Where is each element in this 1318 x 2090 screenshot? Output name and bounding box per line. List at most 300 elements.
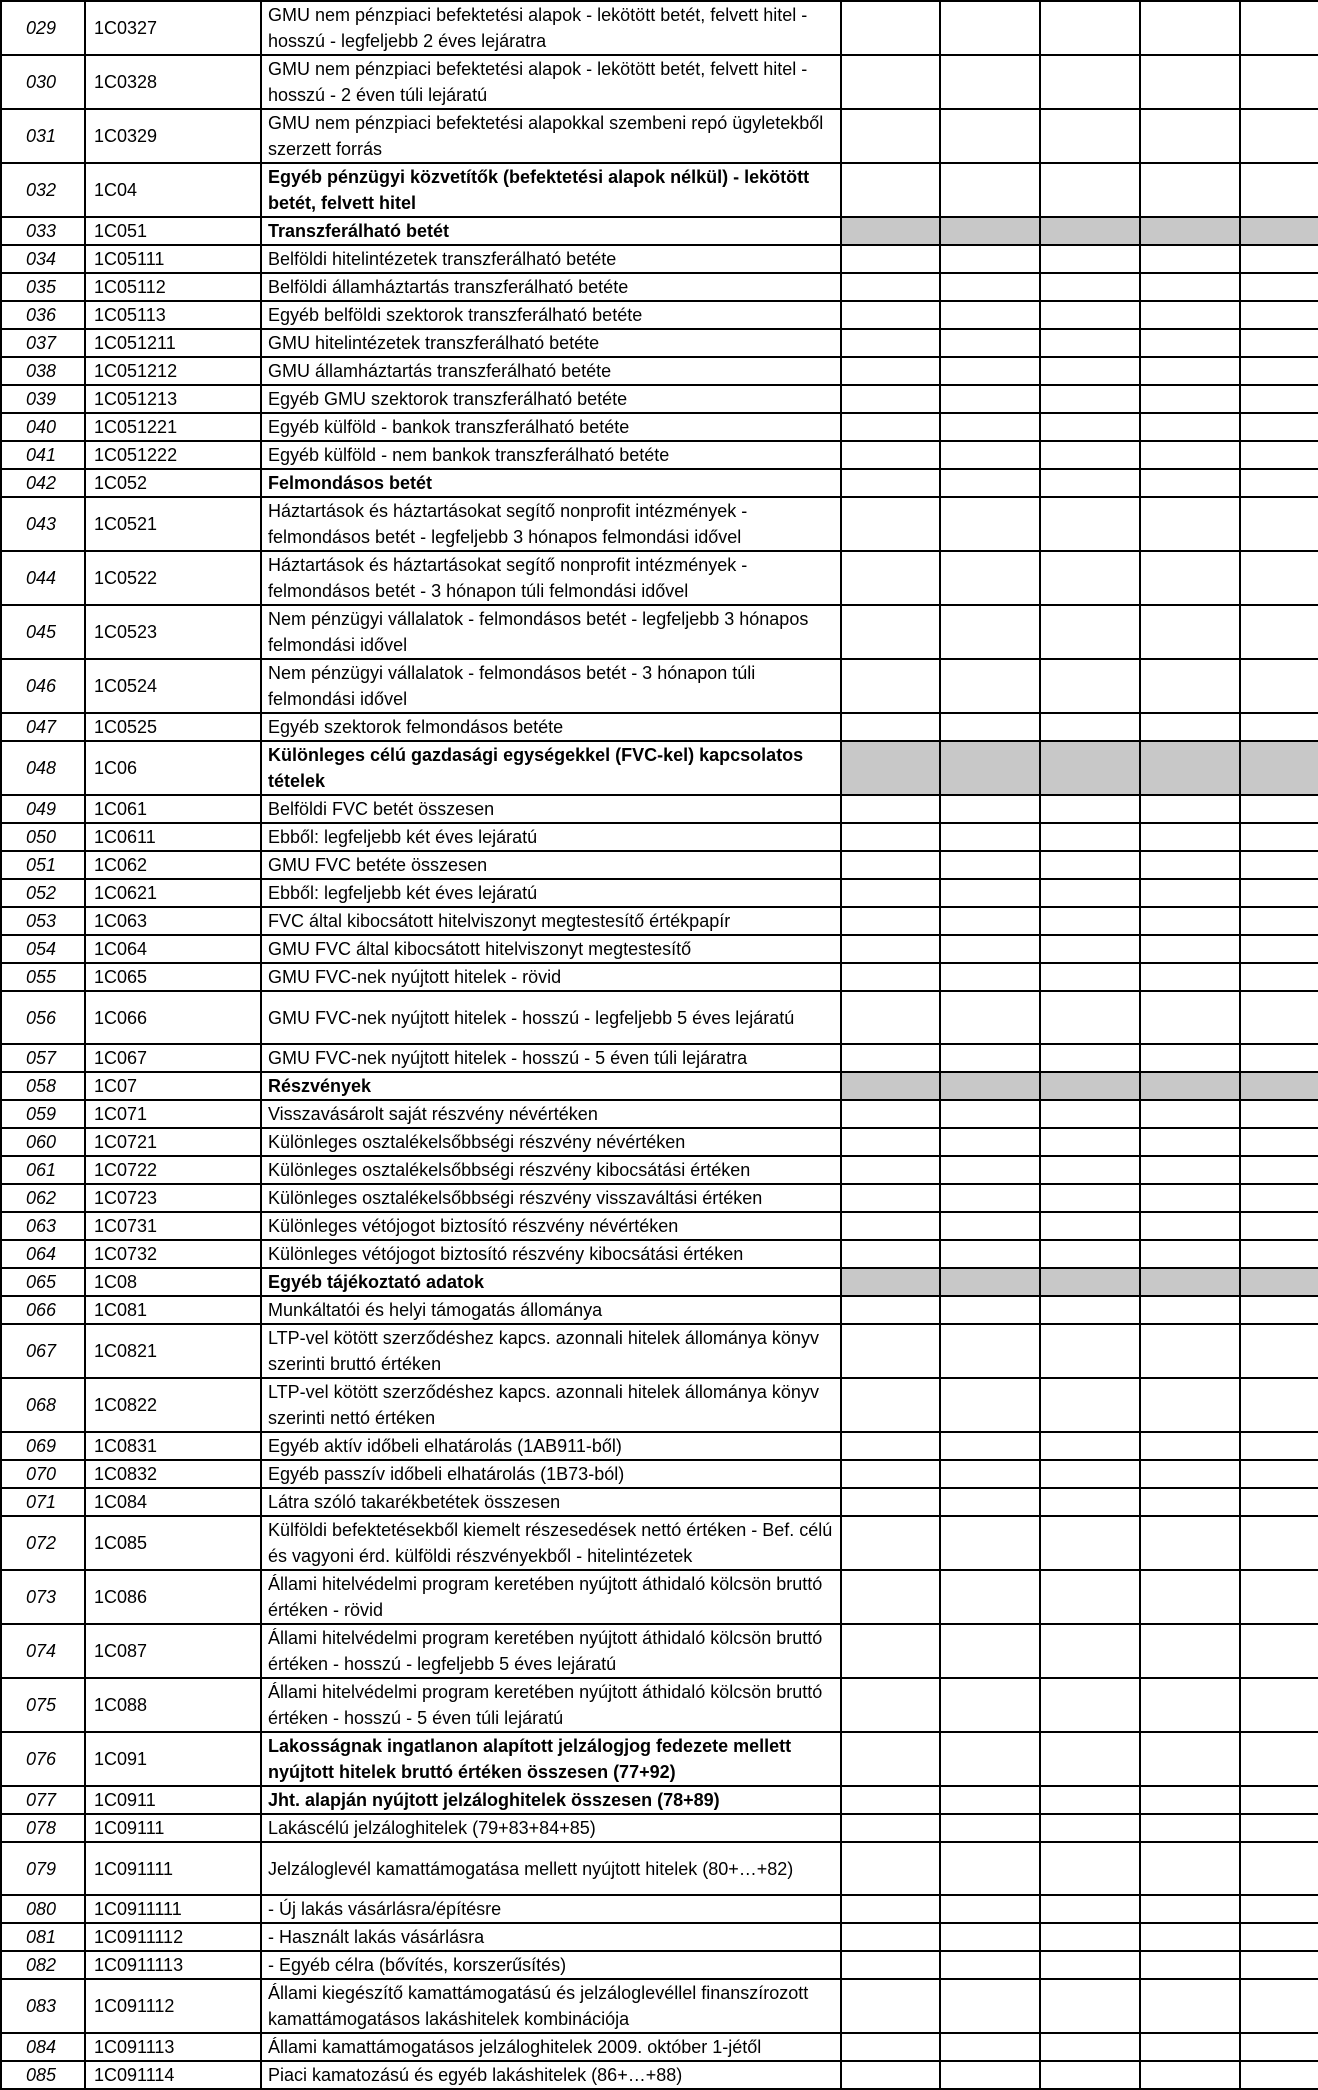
row-number: 032: [1, 163, 85, 217]
value-cell: [841, 713, 940, 741]
value-cell: [1040, 659, 1140, 713]
value-cell: [1040, 329, 1140, 357]
value-cell: [940, 713, 1040, 741]
table-row: [1, 2033, 1318, 2061]
row-code: 1C09111: [85, 1814, 261, 1842]
table-row: [1, 301, 1318, 329]
value-cell: [1140, 1240, 1240, 1268]
row-code: 1C084: [85, 1488, 261, 1516]
row-description: Egyéb külföld - bankok transzferálható betéte: [261, 413, 841, 441]
row-number: 053: [1, 907, 85, 935]
value-cell: [841, 659, 940, 713]
row-number: 058: [1, 1072, 85, 1100]
value-cell: [841, 1951, 940, 1979]
row-description: GMU FVC-nek nyújtott hitelek - hosszú - 5 éven túli lejáratra: [261, 1044, 841, 1072]
row-description: Nem pénzügyi vállalatok - felmondásos betét - legfeljebb 3 hónapos felmondási idővel: [261, 605, 841, 659]
value-cell: [1140, 1432, 1240, 1460]
value-cell: [1040, 1324, 1140, 1378]
value-cell: [1140, 1842, 1240, 1895]
value-cell: [1240, 1044, 1318, 1072]
value-cell: [1240, 273, 1318, 301]
row-code: 1C05113: [85, 301, 261, 329]
value-cell: [1140, 1296, 1240, 1324]
value-cell: [1140, 879, 1240, 907]
value-cell: [1240, 795, 1318, 823]
value-cell: [841, 991, 940, 1044]
value-cell: [1140, 1786, 1240, 1814]
value-cell: [1240, 55, 1318, 109]
row-number: 065: [1, 1268, 85, 1296]
value-cell: [841, 1460, 940, 1488]
row-description: Állami hitelvédelmi program keretében nyújtott áthidaló kölcsön bruttó értéken - hosszú - legfeljebb 5 éves lejáratú: [261, 1624, 841, 1678]
row-description: Munkáltatói és helyi támogatás állománya: [261, 1296, 841, 1324]
table-row: [1, 273, 1318, 301]
table-row: [1, 497, 1318, 551]
value-cell: [1040, 1951, 1140, 1979]
value-cell: [1240, 413, 1318, 441]
row-number: 080: [1, 1895, 85, 1923]
value-cell: [940, 605, 1040, 659]
value-cell: [1240, 1268, 1318, 1296]
value-cell: [841, 1923, 940, 1951]
value-cell: [841, 935, 940, 963]
row-description: Ebből: legfeljebb két éves lejáratú: [261, 823, 841, 851]
value-cell: [1240, 1432, 1318, 1460]
row-description: Egyéb belföldi szektorok transzferálható betéte: [261, 301, 841, 329]
value-cell: [1240, 1979, 1318, 2033]
row-number: 039: [1, 385, 85, 413]
value-cell: [1140, 1184, 1240, 1212]
value-cell: [940, 1044, 1040, 1072]
table-row: [1, 851, 1318, 879]
value-cell: [1140, 497, 1240, 551]
value-cell: [1240, 659, 1318, 713]
value-cell: [1140, 1460, 1240, 1488]
row-code: 1C0611: [85, 823, 261, 851]
value-cell: [940, 1678, 1040, 1732]
value-cell: [1140, 1378, 1240, 1432]
value-cell: [841, 879, 940, 907]
row-description: Visszavásárolt saját részvény névértéken: [261, 1100, 841, 1128]
value-cell: [1140, 1, 1240, 55]
value-cell: [940, 109, 1040, 163]
row-code: 1C051213: [85, 385, 261, 413]
value-cell: [1140, 741, 1240, 795]
row-number: 075: [1, 1678, 85, 1732]
value-cell: [1040, 441, 1140, 469]
value-cell: [1140, 1624, 1240, 1678]
row-code: 1C081: [85, 1296, 261, 1324]
value-cell: [841, 605, 940, 659]
value-cell: [1040, 357, 1140, 385]
value-cell: [1240, 1923, 1318, 1951]
row-code: 1C0723: [85, 1184, 261, 1212]
value-cell: [940, 1156, 1040, 1184]
row-number: 029: [1, 1, 85, 55]
value-cell: [1240, 357, 1318, 385]
row-number: 084: [1, 2033, 85, 2061]
row-number: 034: [1, 245, 85, 273]
table-row: [1, 1100, 1318, 1128]
value-cell: [841, 1324, 940, 1378]
value-cell: [841, 851, 940, 879]
value-cell: [1240, 469, 1318, 497]
value-cell: [940, 357, 1040, 385]
row-description: FVC által kibocsátott hitelviszonyt megtestesítő értékpapír: [261, 907, 841, 935]
value-cell: [841, 1268, 940, 1296]
row-code: 1C088: [85, 1678, 261, 1732]
value-cell: [940, 413, 1040, 441]
value-cell: [1140, 357, 1240, 385]
row-description: GMU nem pénzpiaci befektetési alapok - lekötött betét, felvett hitel - hosszú - 2 éven túli lejáratú: [261, 55, 841, 109]
value-cell: [1040, 2033, 1140, 2061]
value-cell: [1140, 2061, 1240, 2089]
row-number: 051: [1, 851, 85, 879]
value-cell: [841, 1895, 940, 1923]
value-cell: [841, 1212, 940, 1240]
value-cell: [841, 1072, 940, 1100]
row-code: 1C0522: [85, 551, 261, 605]
value-cell: [1240, 245, 1318, 273]
row-description: Belföldi FVC betét összesen: [261, 795, 841, 823]
row-description: Egyéb GMU szektorok transzferálható betéte: [261, 385, 841, 413]
value-cell: [1140, 823, 1240, 851]
value-cell: [841, 551, 940, 605]
value-cell: [1140, 1268, 1240, 1296]
row-description: GMU államháztartás transzferálható betéte: [261, 357, 841, 385]
row-number: 036: [1, 301, 85, 329]
value-cell: [1240, 879, 1318, 907]
value-cell: [1040, 55, 1140, 109]
table-row: [1, 1488, 1318, 1516]
table-row: [1, 741, 1318, 795]
row-number: 050: [1, 823, 85, 851]
row-number: 037: [1, 329, 85, 357]
table-row: [1, 1296, 1318, 1324]
row-number: 083: [1, 1979, 85, 2033]
table-row: [1, 659, 1318, 713]
value-cell: [841, 963, 940, 991]
value-cell: [940, 1, 1040, 55]
row-description: Jht. alapján nyújtott jelzáloghitelek összesen (78+89): [261, 1786, 841, 1814]
table-row: [1, 1240, 1318, 1268]
row-code: 1C0722: [85, 1156, 261, 1184]
row-description: GMU hitelintézetek transzferálható betéte: [261, 329, 841, 357]
value-cell: [1240, 991, 1318, 1044]
value-cell: [841, 1570, 940, 1624]
row-description: Különleges vétójogot biztosító részvény kibocsátási értéken: [261, 1240, 841, 1268]
row-number: 077: [1, 1786, 85, 1814]
value-cell: [1240, 385, 1318, 413]
value-cell: [841, 1979, 940, 2033]
value-cell: [1040, 1516, 1140, 1570]
row-description: Belföldi hitelintézetek transzferálható betéte: [261, 245, 841, 273]
value-cell: [940, 1128, 1040, 1156]
value-cell: [1140, 963, 1240, 991]
value-cell: [940, 1460, 1040, 1488]
row-code: 1C087: [85, 1624, 261, 1678]
row-code: 1C0525: [85, 713, 261, 741]
row-description: - Új lakás vásárlásra/építésre: [261, 1895, 841, 1923]
value-cell: [1140, 55, 1240, 109]
row-code: 1C064: [85, 935, 261, 963]
row-number: 044: [1, 551, 85, 605]
value-cell: [841, 217, 940, 245]
value-cell: [1240, 301, 1318, 329]
table-row: [1, 1460, 1318, 1488]
row-number: 081: [1, 1923, 85, 1951]
value-cell: [1140, 413, 1240, 441]
value-cell: [940, 1570, 1040, 1624]
value-cell: [1040, 2061, 1140, 2089]
table-row: [1, 163, 1318, 217]
row-code: 1C0329: [85, 109, 261, 163]
value-cell: [1040, 1814, 1140, 1842]
value-cell: [841, 1678, 940, 1732]
value-cell: [940, 1488, 1040, 1516]
value-cell: [1040, 1296, 1140, 1324]
value-cell: [940, 659, 1040, 713]
value-cell: [940, 385, 1040, 413]
value-cell: [1040, 413, 1140, 441]
row-code: 1C0524: [85, 659, 261, 713]
value-cell: [940, 163, 1040, 217]
row-number: 046: [1, 659, 85, 713]
row-number: 048: [1, 741, 85, 795]
value-cell: [1040, 1895, 1140, 1923]
value-cell: [1040, 1, 1140, 55]
row-description: - Egyéb célra (bővítés, korszerűsítés): [261, 1951, 841, 1979]
value-cell: [1140, 1072, 1240, 1100]
value-cell: [1040, 823, 1140, 851]
row-number: 052: [1, 879, 85, 907]
row-number: 078: [1, 1814, 85, 1842]
value-cell: [1140, 1516, 1240, 1570]
value-cell: [940, 551, 1040, 605]
row-code: 1C067: [85, 1044, 261, 1072]
value-cell: [1040, 935, 1140, 963]
value-cell: [1040, 1156, 1140, 1184]
value-cell: [841, 795, 940, 823]
row-code: 1C091113: [85, 2033, 261, 2061]
value-cell: [1140, 1732, 1240, 1786]
row-code: 1C04: [85, 163, 261, 217]
row-code: 1C0832: [85, 1460, 261, 1488]
value-cell: [940, 497, 1040, 551]
table-row: [1, 1895, 1318, 1923]
value-cell: [1140, 1951, 1240, 1979]
row-description: Jelzáloglevél kamattámogatása mellett nyújtott hitelek (80+…+82): [261, 1842, 841, 1895]
value-cell: [1140, 935, 1240, 963]
row-code: 1C0521: [85, 497, 261, 551]
row-description: Állami hitelvédelmi program keretében nyújtott áthidaló kölcsön bruttó értéken - hosszú - 5 éven túli lejáratú: [261, 1678, 841, 1732]
table-row: [1, 1128, 1318, 1156]
value-cell: [841, 441, 940, 469]
report-table-body: [1, 1, 1318, 2089]
value-cell: [1140, 851, 1240, 879]
value-cell: [1040, 991, 1140, 1044]
table-row: [1, 469, 1318, 497]
row-description: Különleges osztalékelsőbbségi részvény visszaváltási értéken: [261, 1184, 841, 1212]
value-cell: [841, 469, 940, 497]
table-row: [1, 1678, 1318, 1732]
value-cell: [1040, 1240, 1140, 1268]
value-cell: [841, 2033, 940, 2061]
value-cell: [940, 55, 1040, 109]
value-cell: [940, 851, 1040, 879]
value-cell: [841, 329, 940, 357]
table-row: [1, 329, 1318, 357]
table-row: [1, 109, 1318, 163]
value-cell: [1240, 1156, 1318, 1184]
row-number: 068: [1, 1378, 85, 1432]
value-cell: [940, 1100, 1040, 1128]
row-description: Egyéb szektorok felmondásos betéte: [261, 713, 841, 741]
value-cell: [1040, 1378, 1140, 1432]
value-cell: [1240, 217, 1318, 245]
row-description: Különleges osztalékelsőbbségi részvény névértéken: [261, 1128, 841, 1156]
row-description: Lakosságnak ingatlanon alapított jelzálogjog fedezete mellett nyújtott hitelek bruttó értéken összesen (77+92): [261, 1732, 841, 1786]
value-cell: [940, 469, 1040, 497]
value-cell: [841, 1814, 940, 1842]
value-cell: [940, 301, 1040, 329]
value-cell: [1040, 907, 1140, 935]
value-cell: [841, 2061, 940, 2089]
row-description: Különleges célú gazdasági egységekkel (FVC-kel) kapcsolatos tételek: [261, 741, 841, 795]
row-number: 047: [1, 713, 85, 741]
table-row: [1, 1570, 1318, 1624]
table-row: [1, 1072, 1318, 1100]
value-cell: [1040, 713, 1140, 741]
value-cell: [1140, 217, 1240, 245]
value-cell: [1140, 1979, 1240, 2033]
row-description: Nem pénzügyi vállalatok - felmondásos betét - 3 hónapon túli felmondási idővel: [261, 659, 841, 713]
row-number: 067: [1, 1324, 85, 1378]
value-cell: [1040, 879, 1140, 907]
row-number: 054: [1, 935, 85, 963]
value-cell: [1040, 1184, 1140, 1212]
row-number: 043: [1, 497, 85, 551]
value-cell: [1140, 2033, 1240, 2061]
row-number: 070: [1, 1460, 85, 1488]
value-cell: [1140, 1814, 1240, 1842]
row-code: 1C063: [85, 907, 261, 935]
value-cell: [841, 741, 940, 795]
value-cell: [1040, 963, 1140, 991]
row-code: 1C066: [85, 991, 261, 1044]
value-cell: [1040, 1923, 1140, 1951]
table-row: [1, 1184, 1318, 1212]
row-description: Egyéb aktív időbeli elhatárolás (1AB911-ből): [261, 1432, 841, 1460]
value-cell: [940, 907, 1040, 935]
table-row: [1, 713, 1318, 741]
row-code: 1C0731: [85, 1212, 261, 1240]
value-cell: [1140, 109, 1240, 163]
value-cell: [1140, 1570, 1240, 1624]
row-code: 1C071: [85, 1100, 261, 1128]
value-cell: [1240, 907, 1318, 935]
value-cell: [1240, 1212, 1318, 1240]
value-cell: [1140, 1212, 1240, 1240]
value-cell: [1240, 2033, 1318, 2061]
value-cell: [1040, 163, 1140, 217]
table-row: [1, 1786, 1318, 1814]
value-cell: [940, 2033, 1040, 2061]
value-cell: [1240, 2061, 1318, 2089]
row-description: Egyéb tájékoztató adatok: [261, 1268, 841, 1296]
value-cell: [841, 109, 940, 163]
value-cell: [1240, 1378, 1318, 1432]
row-number: 082: [1, 1951, 85, 1979]
value-cell: [1040, 1488, 1140, 1516]
row-code: 1C0911111: [85, 1895, 261, 1923]
row-description: GMU FVC által kibocsátott hitelviszonyt megtestesítő: [261, 935, 841, 963]
value-cell: [1240, 1488, 1318, 1516]
row-code: 1C051211: [85, 329, 261, 357]
row-code: 1C061: [85, 795, 261, 823]
table-row: [1, 1923, 1318, 1951]
value-cell: [1040, 385, 1140, 413]
value-cell: [1140, 1128, 1240, 1156]
value-cell: [940, 1842, 1040, 1895]
row-number: 042: [1, 469, 85, 497]
table-row: [1, 823, 1318, 851]
value-cell: [841, 55, 940, 109]
value-cell: [1240, 441, 1318, 469]
value-cell: [940, 879, 1040, 907]
row-description: Felmondásos betét: [261, 469, 841, 497]
table-row: [1, 1732, 1318, 1786]
value-cell: [841, 301, 940, 329]
value-cell: [1040, 1432, 1140, 1460]
row-code: 1C0523: [85, 605, 261, 659]
value-cell: [940, 1516, 1040, 1570]
table-row: [1, 1979, 1318, 2033]
value-cell: [1140, 163, 1240, 217]
value-cell: [841, 1240, 940, 1268]
row-code: 1C051212: [85, 357, 261, 385]
row-description: Különleges vétójogot biztosító részvény névértéken: [261, 1212, 841, 1240]
value-cell: [1240, 1184, 1318, 1212]
row-description: Állami kiegészítő kamattámogatású és jelzáloglevéllel finanszírozott kamattámogatásos lakáshitelek kombinációja: [261, 1979, 841, 2033]
value-cell: [940, 217, 1040, 245]
value-cell: [841, 357, 940, 385]
value-cell: [940, 1979, 1040, 2033]
value-cell: [841, 1296, 940, 1324]
row-description: Belföldi államháztartás transzferálható betéte: [261, 273, 841, 301]
row-code: 1C051221: [85, 413, 261, 441]
row-code: 1C051222: [85, 441, 261, 469]
row-number: 074: [1, 1624, 85, 1678]
value-cell: [940, 1732, 1040, 1786]
row-code: 1C06: [85, 741, 261, 795]
value-cell: [1040, 109, 1140, 163]
value-cell: [1040, 1979, 1140, 2033]
value-cell: [1140, 1923, 1240, 1951]
value-cell: [1240, 1324, 1318, 1378]
row-code: 1C091114: [85, 2061, 261, 2089]
value-cell: [940, 1296, 1040, 1324]
row-code: 1C0328: [85, 55, 261, 109]
table-row: [1, 879, 1318, 907]
row-code: 1C08: [85, 1268, 261, 1296]
value-cell: [1140, 385, 1240, 413]
row-number: 061: [1, 1156, 85, 1184]
value-cell: [841, 385, 940, 413]
value-cell: [940, 1212, 1040, 1240]
row-number: 062: [1, 1184, 85, 1212]
row-description: Piaci kamatozású és egyéb lakáshitelek (86+…+88): [261, 2061, 841, 2089]
